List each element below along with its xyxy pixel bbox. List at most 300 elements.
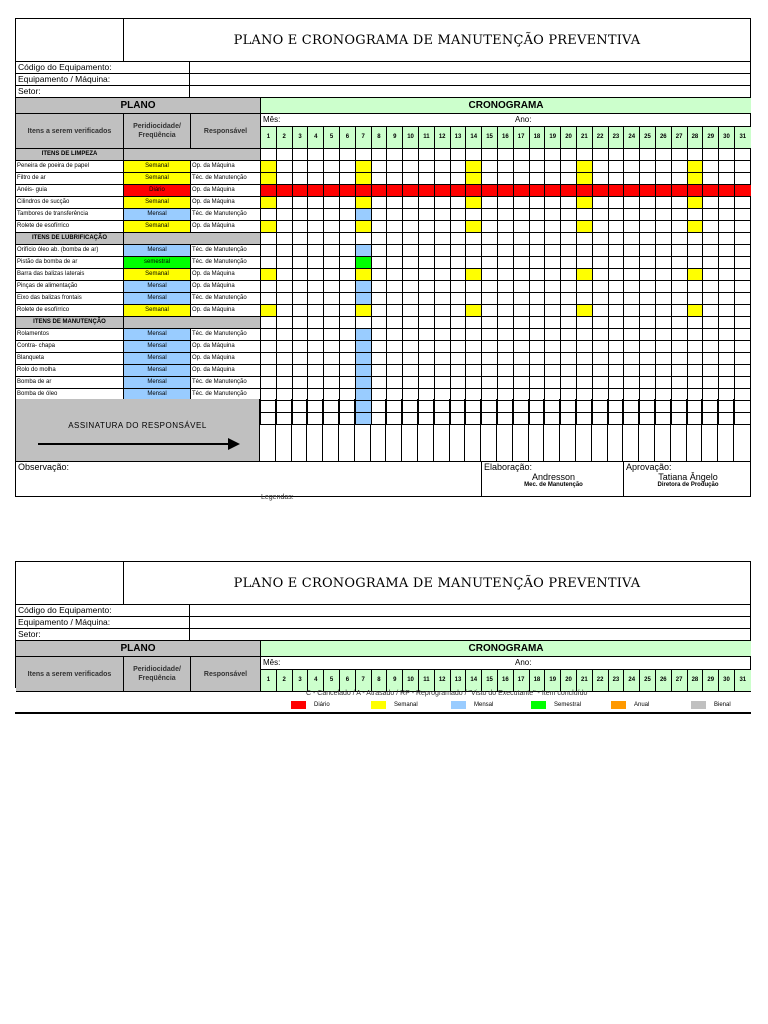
day-cell[interactable] [403, 341, 419, 352]
day-cell[interactable] [356, 209, 372, 220]
day-cell[interactable] [656, 305, 672, 316]
day-cell[interactable] [530, 413, 546, 424]
day-cell[interactable] [451, 341, 467, 352]
day-cell[interactable] [372, 377, 388, 388]
codigo-field[interactable] [190, 62, 750, 73]
day-cell[interactable] [308, 329, 324, 340]
day-cell[interactable] [435, 269, 451, 280]
day-cell[interactable] [719, 233, 735, 244]
day-cell[interactable] [419, 317, 435, 328]
day-cell[interactable] [340, 377, 356, 388]
day-cell[interactable] [609, 269, 625, 280]
day-cell[interactable] [435, 341, 451, 352]
day-cell[interactable] [688, 413, 704, 424]
day-cell[interactable] [293, 197, 309, 208]
day-cell[interactable] [640, 185, 656, 196]
day-cell[interactable] [688, 377, 704, 388]
day-cell[interactable] [735, 413, 751, 424]
day-cell[interactable] [593, 185, 609, 196]
day-cell[interactable] [719, 365, 735, 376]
day-cell[interactable] [719, 161, 735, 172]
day-cell[interactable] [419, 377, 435, 388]
day-cell[interactable] [609, 365, 625, 376]
day-cell[interactable] [656, 377, 672, 388]
day-cell[interactable] [719, 353, 735, 364]
day-cell[interactable] [466, 377, 482, 388]
day-cell[interactable] [577, 305, 593, 316]
day-cell[interactable] [498, 257, 514, 268]
day-cell[interactable] [577, 377, 593, 388]
day-cell[interactable] [340, 413, 356, 424]
day-cell[interactable] [545, 305, 561, 316]
day-cell[interactable] [640, 269, 656, 280]
day-cell[interactable] [624, 353, 640, 364]
day-cell[interactable] [561, 389, 577, 400]
day-cell[interactable] [372, 149, 388, 160]
day-cell[interactable] [624, 293, 640, 304]
day-cell[interactable] [308, 353, 324, 364]
day-cell[interactable] [498, 389, 514, 400]
day-cell[interactable] [498, 209, 514, 220]
day-cell[interactable] [514, 329, 530, 340]
day-cell[interactable] [435, 401, 451, 412]
day-cell[interactable] [372, 161, 388, 172]
day-cell[interactable] [324, 377, 340, 388]
day-cell[interactable] [561, 185, 577, 196]
day-cell[interactable] [514, 293, 530, 304]
day-cell[interactable] [577, 329, 593, 340]
day-cell[interactable] [340, 161, 356, 172]
day-cell[interactable] [514, 173, 530, 184]
day-cell[interactable] [293, 245, 309, 256]
day-cell[interactable] [735, 161, 751, 172]
day-cell[interactable] [387, 149, 403, 160]
day-cell[interactable] [735, 269, 751, 280]
day-cell[interactable] [735, 401, 751, 412]
day-cell[interactable] [435, 245, 451, 256]
day-cell[interactable] [387, 281, 403, 292]
day-cell[interactable] [719, 329, 735, 340]
day-cell[interactable] [514, 401, 530, 412]
day-cell[interactable] [688, 401, 704, 412]
day-cell[interactable] [419, 233, 435, 244]
day-cell[interactable] [308, 149, 324, 160]
day-cell[interactable] [735, 377, 751, 388]
mes-label[interactable]: Mês: [263, 115, 281, 124]
day-cell[interactable] [577, 317, 593, 328]
day-cell[interactable] [719, 221, 735, 232]
day-cell[interactable] [356, 377, 372, 388]
day-cell[interactable] [356, 269, 372, 280]
day-cell[interactable] [672, 245, 688, 256]
day-cell[interactable] [340, 293, 356, 304]
day-cell[interactable] [624, 341, 640, 352]
day-cell[interactable] [593, 341, 609, 352]
day-cell[interactable] [387, 341, 403, 352]
day-cell[interactable] [656, 413, 672, 424]
day-cell[interactable] [387, 161, 403, 172]
day-cell[interactable] [514, 317, 530, 328]
day-cell[interactable] [609, 149, 625, 160]
day-cell[interactable] [735, 329, 751, 340]
day-cell[interactable] [419, 197, 435, 208]
day-cell[interactable] [340, 269, 356, 280]
day-cell[interactable] [277, 221, 293, 232]
day-cell[interactable] [514, 209, 530, 220]
day-cell[interactable] [514, 365, 530, 376]
day-cell[interactable] [545, 353, 561, 364]
day-cell[interactable] [387, 329, 403, 340]
day-cell[interactable] [545, 317, 561, 328]
day-cell[interactable] [261, 341, 277, 352]
day-cell[interactable] [261, 269, 277, 280]
day-cell[interactable] [387, 245, 403, 256]
day-cell[interactable] [624, 233, 640, 244]
day-cell[interactable] [403, 257, 419, 268]
day-cell[interactable] [387, 257, 403, 268]
day-cell[interactable] [482, 305, 498, 316]
day-cell[interactable] [356, 197, 372, 208]
day-cell[interactable] [293, 269, 309, 280]
day-cell[interactable] [530, 149, 546, 160]
day-cell[interactable] [624, 413, 640, 424]
day-cell[interactable] [703, 281, 719, 292]
day-cell[interactable] [656, 281, 672, 292]
day-cell[interactable] [340, 329, 356, 340]
day-cell[interactable] [577, 389, 593, 400]
day-cell[interactable] [593, 389, 609, 400]
day-cell[interactable] [656, 257, 672, 268]
day-cell[interactable] [308, 305, 324, 316]
day-cell[interactable] [719, 317, 735, 328]
day-cell[interactable] [324, 281, 340, 292]
day-cell[interactable] [514, 341, 530, 352]
day-cell[interactable] [545, 281, 561, 292]
day-cell[interactable] [356, 365, 372, 376]
day-cell[interactable] [593, 233, 609, 244]
day-cell[interactable] [277, 401, 293, 412]
day-cell[interactable] [277, 185, 293, 196]
day-cell[interactable] [261, 245, 277, 256]
day-cell[interactable] [498, 269, 514, 280]
day-cell[interactable] [435, 209, 451, 220]
day-cell[interactable] [530, 329, 546, 340]
day-cell[interactable] [277, 317, 293, 328]
day-cell[interactable] [640, 353, 656, 364]
day-cell[interactable] [530, 185, 546, 196]
day-cell[interactable] [561, 221, 577, 232]
day-cell[interactable] [514, 377, 530, 388]
day-cell[interactable] [640, 281, 656, 292]
day-cell[interactable] [735, 173, 751, 184]
day-cell[interactable] [466, 401, 482, 412]
day-cell[interactable] [609, 185, 625, 196]
day-cell[interactable] [624, 257, 640, 268]
day-cell[interactable] [387, 401, 403, 412]
day-cell[interactable] [356, 329, 372, 340]
day-cell[interactable] [435, 173, 451, 184]
day-cell[interactable] [719, 185, 735, 196]
day-cell[interactable] [277, 257, 293, 268]
day-cell[interactable] [656, 341, 672, 352]
day-cell[interactable] [466, 305, 482, 316]
day-cell[interactable] [435, 233, 451, 244]
day-cell[interactable] [356, 185, 372, 196]
day-cell[interactable] [688, 365, 704, 376]
day-cell[interactable] [451, 161, 467, 172]
day-cell[interactable] [735, 209, 751, 220]
day-cell[interactable] [545, 341, 561, 352]
day-cell[interactable] [640, 257, 656, 268]
day-cell[interactable] [466, 341, 482, 352]
day-cell[interactable] [703, 305, 719, 316]
day-cell[interactable] [561, 197, 577, 208]
day-cell[interactable] [530, 197, 546, 208]
day-cell[interactable] [466, 353, 482, 364]
day-cell[interactable] [719, 149, 735, 160]
day-cell[interactable] [688, 185, 704, 196]
day-cell[interactable] [656, 221, 672, 232]
day-cell[interactable] [703, 161, 719, 172]
day-cell[interactable] [624, 161, 640, 172]
day-cell[interactable] [419, 329, 435, 340]
day-cell[interactable] [482, 365, 498, 376]
day-cell[interactable] [451, 305, 467, 316]
day-cell[interactable] [324, 413, 340, 424]
day-cell[interactable] [609, 389, 625, 400]
day-cell[interactable] [261, 353, 277, 364]
day-cell[interactable] [324, 389, 340, 400]
day-cell[interactable] [530, 269, 546, 280]
day-cell[interactable] [577, 401, 593, 412]
day-cell[interactable] [545, 185, 561, 196]
day-cell[interactable] [308, 413, 324, 424]
day-cell[interactable] [672, 197, 688, 208]
day-cell[interactable] [293, 161, 309, 172]
day-cell[interactable] [482, 161, 498, 172]
day-cell[interactable] [672, 209, 688, 220]
day-cell[interactable] [261, 329, 277, 340]
day-cell[interactable] [387, 413, 403, 424]
day-cell[interactable] [340, 353, 356, 364]
day-cell[interactable] [561, 245, 577, 256]
day-cell[interactable] [640, 221, 656, 232]
day-cell[interactable] [593, 305, 609, 316]
day-cell[interactable] [561, 209, 577, 220]
day-cell[interactable] [498, 353, 514, 364]
day-cell[interactable] [498, 377, 514, 388]
day-cell[interactable] [577, 185, 593, 196]
day-cell[interactable] [672, 365, 688, 376]
day-cell[interactable] [530, 305, 546, 316]
day-cell[interactable] [688, 269, 704, 280]
day-cell[interactable] [735, 293, 751, 304]
day-cell[interactable] [703, 257, 719, 268]
day-cell[interactable] [545, 293, 561, 304]
day-cell[interactable] [561, 161, 577, 172]
day-cell[interactable] [672, 341, 688, 352]
day-cell[interactable] [308, 293, 324, 304]
day-cell[interactable] [482, 221, 498, 232]
day-cell[interactable] [293, 353, 309, 364]
day-cell[interactable] [593, 317, 609, 328]
day-cell[interactable] [688, 389, 704, 400]
day-cell[interactable] [435, 305, 451, 316]
day-cell[interactable] [672, 377, 688, 388]
day-cell[interactable] [703, 269, 719, 280]
day-cell[interactable] [640, 377, 656, 388]
day-cell[interactable] [356, 413, 372, 424]
day-cell[interactable] [482, 317, 498, 328]
day-cell[interactable] [419, 413, 435, 424]
day-cell[interactable] [261, 149, 277, 160]
day-cell[interactable] [451, 293, 467, 304]
day-cell[interactable] [435, 257, 451, 268]
day-cell[interactable] [688, 305, 704, 316]
day-cell[interactable] [593, 269, 609, 280]
day-cell[interactable] [419, 353, 435, 364]
day-cell[interactable] [545, 377, 561, 388]
day-cell[interactable] [324, 149, 340, 160]
day-cell[interactable] [419, 365, 435, 376]
day-cell[interactable] [545, 173, 561, 184]
day-cell[interactable] [688, 197, 704, 208]
day-cell[interactable] [624, 305, 640, 316]
day-cell[interactable] [308, 281, 324, 292]
day-cell[interactable] [372, 269, 388, 280]
day-cell[interactable] [466, 209, 482, 220]
day-cell[interactable] [514, 185, 530, 196]
day-cell[interactable] [593, 413, 609, 424]
day-cell[interactable] [435, 185, 451, 196]
day-cell[interactable] [703, 353, 719, 364]
day-cell[interactable] [435, 413, 451, 424]
day-cell[interactable] [545, 401, 561, 412]
day-cell[interactable] [372, 317, 388, 328]
day-cell[interactable] [561, 317, 577, 328]
day-cell[interactable] [688, 161, 704, 172]
day-cell[interactable] [340, 341, 356, 352]
day-cell[interactable] [387, 353, 403, 364]
day-cell[interactable] [277, 389, 293, 400]
day-cell[interactable] [324, 269, 340, 280]
day-cell[interactable] [735, 257, 751, 268]
day-cell[interactable] [703, 377, 719, 388]
day-cell[interactable] [703, 413, 719, 424]
day-cell[interactable] [609, 221, 625, 232]
day-cell[interactable] [419, 245, 435, 256]
day-cell[interactable] [482, 185, 498, 196]
day-cell[interactable] [530, 161, 546, 172]
day-cell[interactable] [577, 293, 593, 304]
day-cell[interactable] [719, 413, 735, 424]
day-cell[interactable] [435, 317, 451, 328]
day-cell[interactable] [577, 197, 593, 208]
day-cell[interactable] [530, 377, 546, 388]
day-cell[interactable] [577, 173, 593, 184]
day-cell[interactable] [387, 365, 403, 376]
day-cell[interactable] [735, 353, 751, 364]
day-cell[interactable] [577, 221, 593, 232]
day-cell[interactable] [498, 365, 514, 376]
day-cell[interactable] [466, 293, 482, 304]
day-cell[interactable] [609, 305, 625, 316]
day-cell[interactable] [577, 233, 593, 244]
day-cell[interactable] [419, 257, 435, 268]
day-cell[interactable] [324, 353, 340, 364]
day-cell[interactable] [435, 365, 451, 376]
day-cell[interactable] [672, 269, 688, 280]
day-cell[interactable] [308, 317, 324, 328]
day-cell[interactable] [482, 245, 498, 256]
day-cell[interactable] [609, 401, 625, 412]
day-cell[interactable] [561, 281, 577, 292]
day-cell[interactable] [308, 341, 324, 352]
day-cell[interactable] [293, 305, 309, 316]
day-cell[interactable] [703, 317, 719, 328]
day-cell[interactable] [466, 269, 482, 280]
day-cell[interactable] [640, 173, 656, 184]
day-cell[interactable] [293, 365, 309, 376]
day-cell[interactable] [466, 149, 482, 160]
day-cell[interactable] [482, 353, 498, 364]
day-cell[interactable] [624, 269, 640, 280]
day-cell[interactable] [293, 389, 309, 400]
day-cell[interactable] [293, 413, 309, 424]
day-cell[interactable] [561, 269, 577, 280]
day-cell[interactable] [435, 293, 451, 304]
day-cell[interactable] [356, 257, 372, 268]
day-cell[interactable] [435, 329, 451, 340]
day-cell[interactable] [466, 281, 482, 292]
day-cell[interactable] [498, 317, 514, 328]
day-cell[interactable] [277, 341, 293, 352]
day-cell[interactable] [703, 233, 719, 244]
day-cell[interactable] [672, 413, 688, 424]
day-cell[interactable] [387, 377, 403, 388]
day-cell[interactable] [514, 233, 530, 244]
day-cell[interactable] [419, 269, 435, 280]
day-cell[interactable] [261, 305, 277, 316]
day-cell[interactable] [451, 185, 467, 196]
setor-field[interactable] [190, 629, 750, 640]
day-cell[interactable] [624, 197, 640, 208]
day-cell[interactable] [451, 149, 467, 160]
day-cell[interactable] [324, 221, 340, 232]
day-cell[interactable] [435, 377, 451, 388]
day-cell[interactable] [656, 149, 672, 160]
day-cell[interactable] [672, 233, 688, 244]
day-cell[interactable] [672, 281, 688, 292]
day-cell[interactable] [656, 245, 672, 256]
day-cell[interactable] [514, 149, 530, 160]
ano-label[interactable]: Ano: [515, 115, 532, 124]
day-cell[interactable] [498, 329, 514, 340]
day-cell[interactable] [451, 269, 467, 280]
day-cell[interactable] [293, 281, 309, 292]
day-cell[interactable] [672, 185, 688, 196]
day-cell[interactable] [672, 401, 688, 412]
day-cell[interactable] [324, 161, 340, 172]
day-cell[interactable] [435, 281, 451, 292]
day-cell[interactable] [640, 161, 656, 172]
day-cell[interactable] [577, 149, 593, 160]
day-cell[interactable] [372, 365, 388, 376]
day-cell[interactable] [577, 209, 593, 220]
day-cell[interactable] [308, 245, 324, 256]
day-cell[interactable] [419, 173, 435, 184]
day-cell[interactable] [372, 389, 388, 400]
